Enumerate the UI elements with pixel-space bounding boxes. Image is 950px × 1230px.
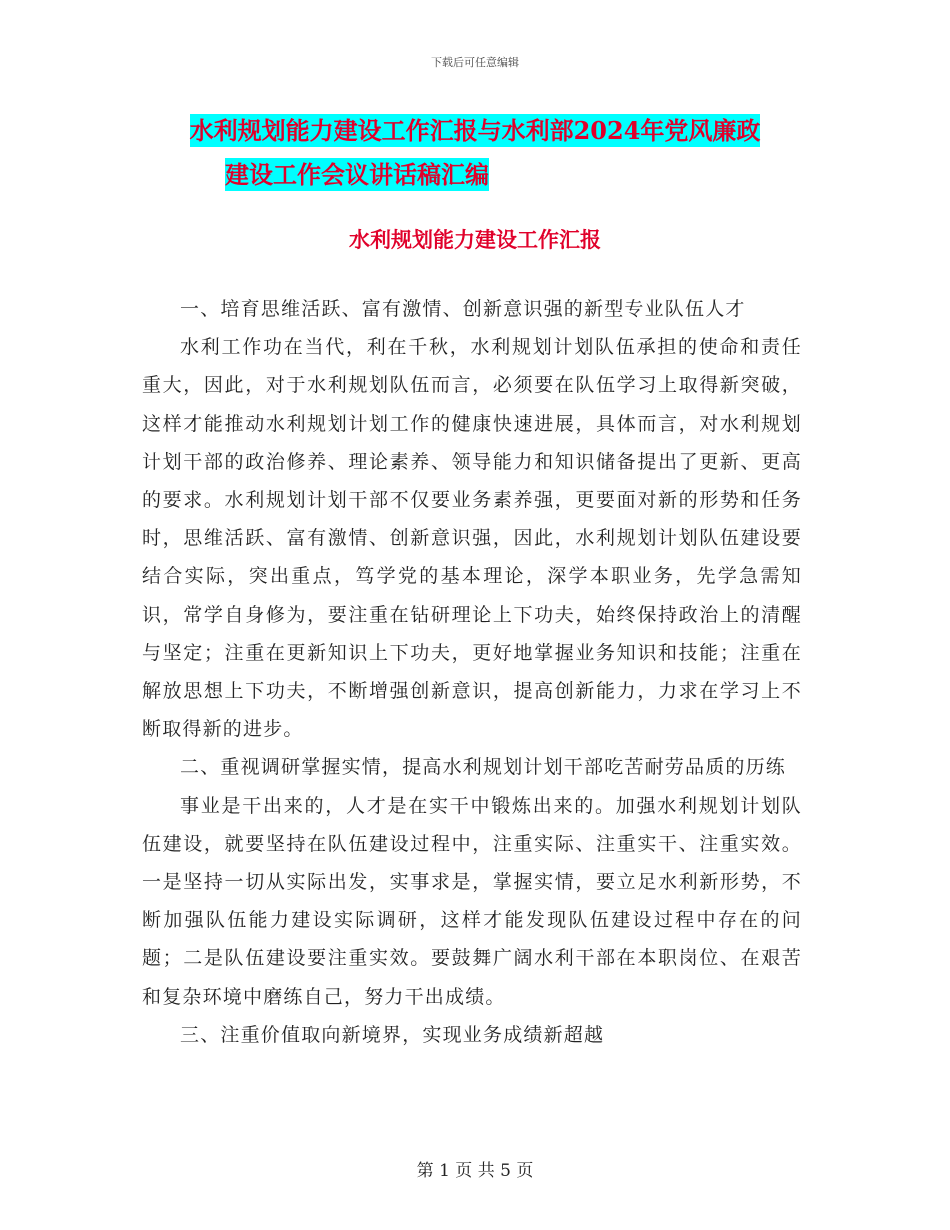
body-paragraph-2: 事业是干出来的，人才是在实干中锻炼出来的。加强水利规划计划队伍建设，就要坚持在队伍建设过程中，注重实际、注重实干、注重实效。一是坚持一切从实际出发，实事求是，掌握实情，要立足水利新形势，不断加强队伍能力建设实际调研，这样才能发现队伍建设过程中存在的问题；二是队伍建设要注重实效。要鼓舞广阔水利干部在本职岗位、在艰苦和复杂环境中磨练自己，努力干出成绩。 xyxy=(142,794,802,1008)
document-body xyxy=(142,290,802,1054)
page-footer: 第 1 页 共 5 页 xyxy=(416,1161,534,1181)
heading-paragraph-3: 三、注重价值取向新境界，实现业务成绩新超越 xyxy=(180,1023,605,1046)
body-paragraph-1: 水利工作功在当代，利在千秋，水利规划计划队伍承担的使命和责任重大，因此，对于水利规划队伍而言，必须要在队伍学习上取得新突破，这样才能推动水利规划计划工作的健康快速进展，具体而言，对水利规划计划干部的政治修养、理论素养、领导能力和知识储备提出了更新、更高的要求。水利规划计划干部不仅要业务素养强，更要面对新的形势和任务时，思维活跃、富有激情、创新意识强，因此，水利规划计划队伍建设要结合实际，突出重点，笃学党的基本理论，深学本职业务，先学急需知识，常学自身修为，要注重在钻研理论上下功夫，始终保持政治上的清醒与坚定；注重在更新知识上下功夫，更好地掌握业务知识和技能；注重在解放思想上下功夫，不断增强创新意识，提高创新能力，力求在学习上不断取得新的进步。 xyxy=(142,336,802,741)
document-title-line-1 xyxy=(0,116,950,146)
document-title-text-2: 建设工作会议讲话稿汇编 xyxy=(225,160,489,189)
heading-paragraph-1: 一、培育思维活跃、富有激情、创新意识强的新型专业队伍人才 xyxy=(180,298,746,320)
header-note: 下载后可任意编辑 xyxy=(431,56,519,69)
document-title-line-2 xyxy=(0,160,832,190)
heading-paragraph-2: 二、重视调研掌握实情，提高水利规划计划干部吃苦耐劳品质的历练 xyxy=(180,756,787,779)
section-title: 水利规划能力建设工作汇报 xyxy=(349,227,601,252)
document-title-text-1: 水利规划能力建设工作汇报与水利部2024年党风廉政 xyxy=(189,116,761,145)
